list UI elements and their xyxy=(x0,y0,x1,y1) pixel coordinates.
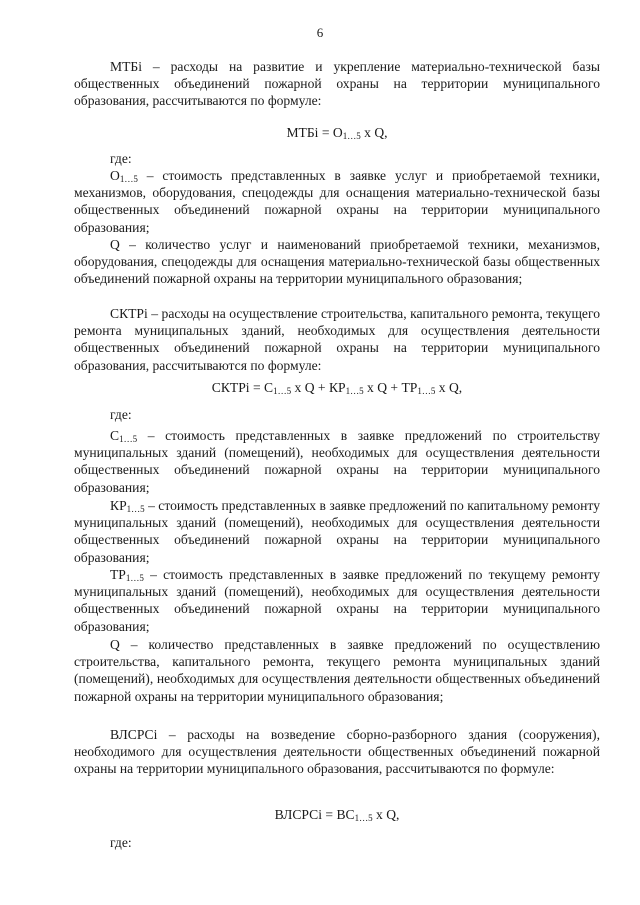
where-label: где: xyxy=(110,407,132,422)
paragraph-c-definition: $С_{1\dots 5}$ – стоимость представленных в заявке предложений по строительству муниципальных зданий (помещений), необходимых для осуществления деятельности общественных объединений пожарной охраны на территории муниципального образования; xyxy=(74,428,600,495)
paragraph-kr-definition: $КР_{1\dots 5}$ – стоимость представленных в заявке предложений по капитальному ремонту муниципальных зданий (помещений), необходимых для осуществления деятельности общественных объединений пожарной охраны на территории муниципального образования; xyxy=(74,498,600,565)
paragraph-vlsrs-definition: ВЛСРСi – расходы на возведение сборно-разборного здания (сооружения), необходимого для осуществления деятельности общественных объединений пожарной охраны на территории муниципального образования, рассчитываются по формуле: xyxy=(74,727,600,777)
page-number: 6 xyxy=(316,25,324,40)
formula-sktr: СКТРi = $С_{1\dots 5}$ х $Q + КР_{1\dots 5}$ х $Q + ТР_{1\dots 5}$ х Q, xyxy=(211,380,463,396)
paragraph-tr-definition: $ТР_{1\dots 5}$ – стоимость представленных в заявке предложений по текущему ремонту муниципальных зданий (помещений), необходимых для осуществления деятельности общественных объединений пожарной охраны на территории муниципального образования; xyxy=(74,567,600,634)
paragraph-q-definition: Q – количество услуг и наименований приобретаемой техники, механизмов, оборудования, спецодежды для оснащения материально-технической базы общественных объединений пожарной охраны на территории муниципального образования; xyxy=(74,237,600,287)
paragraph-mtb-definition: МТБi – расходы на развитие и укрепление материально-технической базы общественных объединений пожарной охраны на территории муниципального образования, рассчитываются по формуле: xyxy=(74,59,600,109)
where-label: где: xyxy=(110,835,132,850)
formula-mtb: МТБi = $О_{1\dots 5}$ х Q, xyxy=(286,125,388,141)
where-label: где: xyxy=(110,151,132,166)
paragraph-o-definition: $О_{1\dots 5}$ – стоимость представленных в заявке услуг и приобретаемой техники, механизмов, оборудования, спецодежды для оснащения материально-технической базы общественных объединений пожарной охраны на территории муниципального образования; xyxy=(74,168,600,235)
paragraph-sktr-definition: СКТРi – расходы на осуществление строительства, капитального ремонта, текущего ремонта муниципальных зданий, необходимых для осуществления деятельности общественных объединений пожарной охраны на территории муниципального образования, рассчитываются по формуле: xyxy=(74,306,600,373)
paragraph-q2-definition: Q – количество представленных в заявке предложений по осуществлению строительства, капитального ремонта, текущего ремонта муниципальных зданий (помещений), необходимых для осуществления деятельности общественных объединений пожарной охраны на территории муниципального образования; xyxy=(74,637,600,704)
formula-vlsrs: ВЛСРСi = $ВС_{1\dots 5}$ х Q, xyxy=(274,807,400,823)
